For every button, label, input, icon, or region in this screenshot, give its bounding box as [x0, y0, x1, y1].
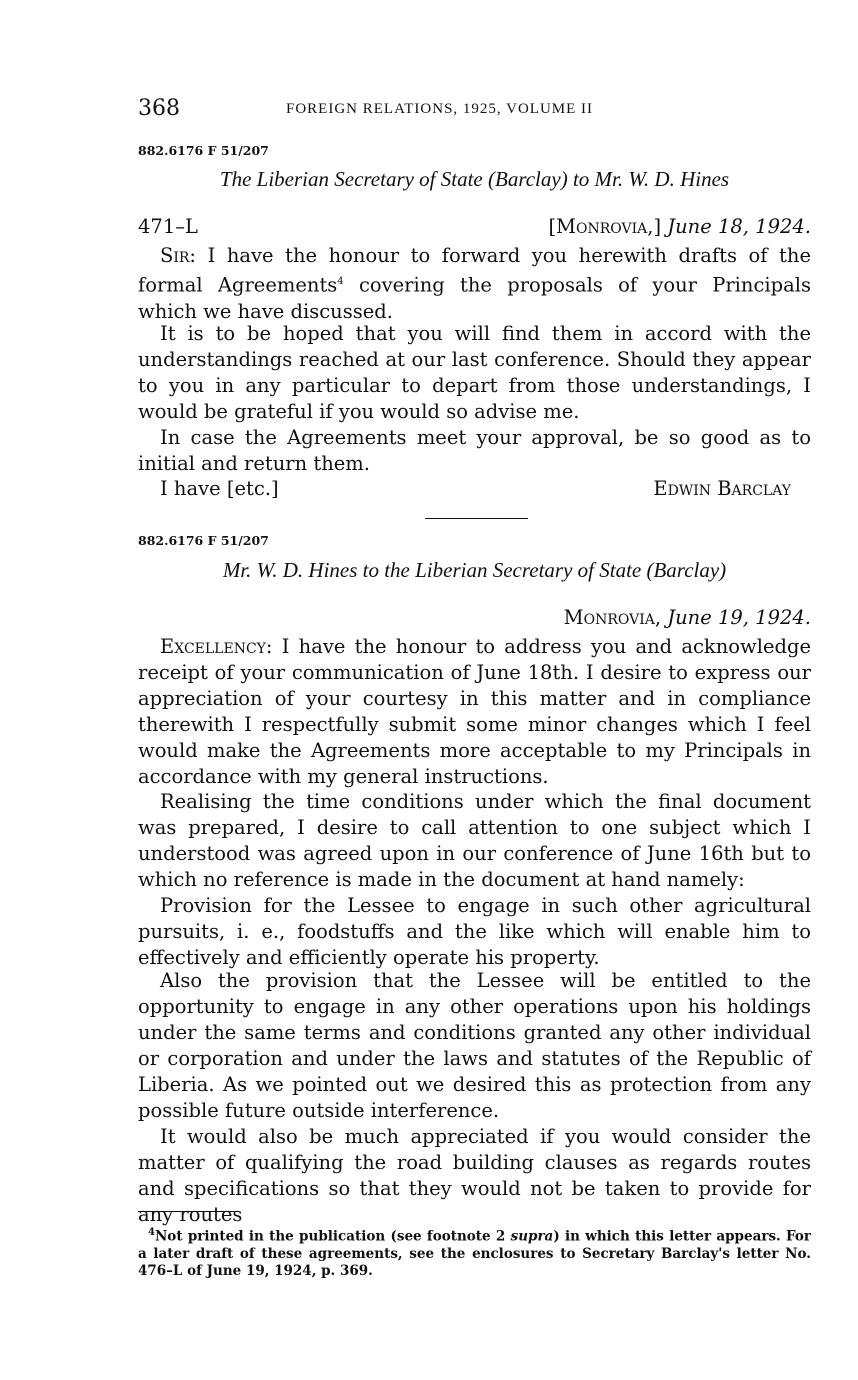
doc2-paragraph-5: It would also be much appreciated if you would consider the matter of qualifying the road building clauses as regards routes and specifications so that they would not be taken to provide for any routes	[138, 1125, 811, 1226]
footnote	[138, 1224, 811, 1280]
place-date-1	[548, 215, 811, 238]
doc2-paragraph-4: Also the provision that the Lessee will be entitled to the opportunity to engage in any other operations upon his holdings under the same terms and conditions granted any other individual or corporation and under the laws and statutes of the Republic of Liberia. As we pointed out we desired this as protection from any possible future outside interference.	[138, 969, 811, 1122]
file-number-1: 882.6176 F 51/207	[138, 143, 269, 158]
doc1-paragraph-1	[138, 243, 811, 325]
doc1-paragraph-2: It is to be hoped that you will find them in accord with the understandings reached at our last conference. Should they appear to you in any particular to depart from those understandings, I would be grateful if you would so advise me.	[138, 322, 811, 423]
date-2: June 19, 1924.	[667, 606, 811, 629]
footnote-marker: 4	[148, 1227, 155, 1238]
reference-number: 471–L	[138, 215, 198, 238]
salutation-2: Excellency:	[160, 635, 273, 658]
salutation-1: Sir:	[160, 244, 196, 267]
doc2-paragraph-2: Realising the time conditions under which the final document was prepared, I desire to call attention to one subject which I understood was agreed upon in our conference of June 16th but to which no reference is made in the document at hand namely:	[138, 790, 811, 891]
document-title-1: The Liberian Secretary of State (Barclay) to Mr. W. D. Hines	[219, 167, 730, 191]
doc2-paragraph-3: Provision for the Lessee to engage in such other agricultural pursuits, i. e., foodstuffs and the like which will enable him to effectively and efficiently operate his property.	[138, 894, 811, 969]
page-number: 368	[138, 96, 180, 121]
doc1-p1-rest: covering the proposals of your Principals which we have discussed.	[138, 273, 811, 323]
page-header	[138, 96, 811, 126]
place-1: [Monrovia,]	[548, 215, 662, 238]
running-head: FOREIGN RELATIONS, 1925, VOLUME II	[286, 101, 594, 117]
doc2-paragraph-1	[138, 634, 811, 790]
date-1: June 18, 1924.	[667, 215, 811, 238]
section-divider	[425, 518, 528, 519]
place-date-2	[564, 606, 811, 629]
doc1-p1-text: I have the honour to forward you herewith drafts of the formal Agreements	[138, 244, 811, 297]
document-title-2: Mr. W. D. Hines to the Liberian Secretary of State (Barclay)	[222, 558, 727, 582]
dateline-2	[138, 606, 811, 632]
closing-1: I have [etc.]	[160, 477, 279, 500]
file-number-2: 882.6176 F 51/207	[138, 533, 269, 548]
footnote-text-a: Not printed in the publication (see footnote 2	[154, 1228, 506, 1245]
footnote-supra: supra	[510, 1228, 554, 1245]
footnote-ref-4: 4	[337, 276, 344, 287]
footnote-text-b: ) in which this letter appears. For a later draft of these agreements, see the enclosures to Secretary Barclay's letter No. 476–L of June 19, 1924, p. 369.	[138, 1228, 812, 1279]
closing-row-1	[138, 477, 811, 503]
doc1-paragraph-3: In case the Agreements meet your approval, be so good as to initial and return them.	[138, 426, 811, 475]
dateline-1	[138, 215, 811, 241]
footnote-divider	[138, 1211, 238, 1212]
place-2: Monrovia,	[563, 606, 662, 629]
signature-1: Edwin Barclay	[653, 477, 791, 500]
doc2-p1-text: I have the honour to address you and acknowledge receipt of your communication of June 18th. I desire to express our appreciation of your courtesy in this matter and in compliance therewith I respectfully submit some minor changes which I feel would make the Agreements more acceptable to my Principals in accordance with my general instructions.	[138, 635, 812, 788]
